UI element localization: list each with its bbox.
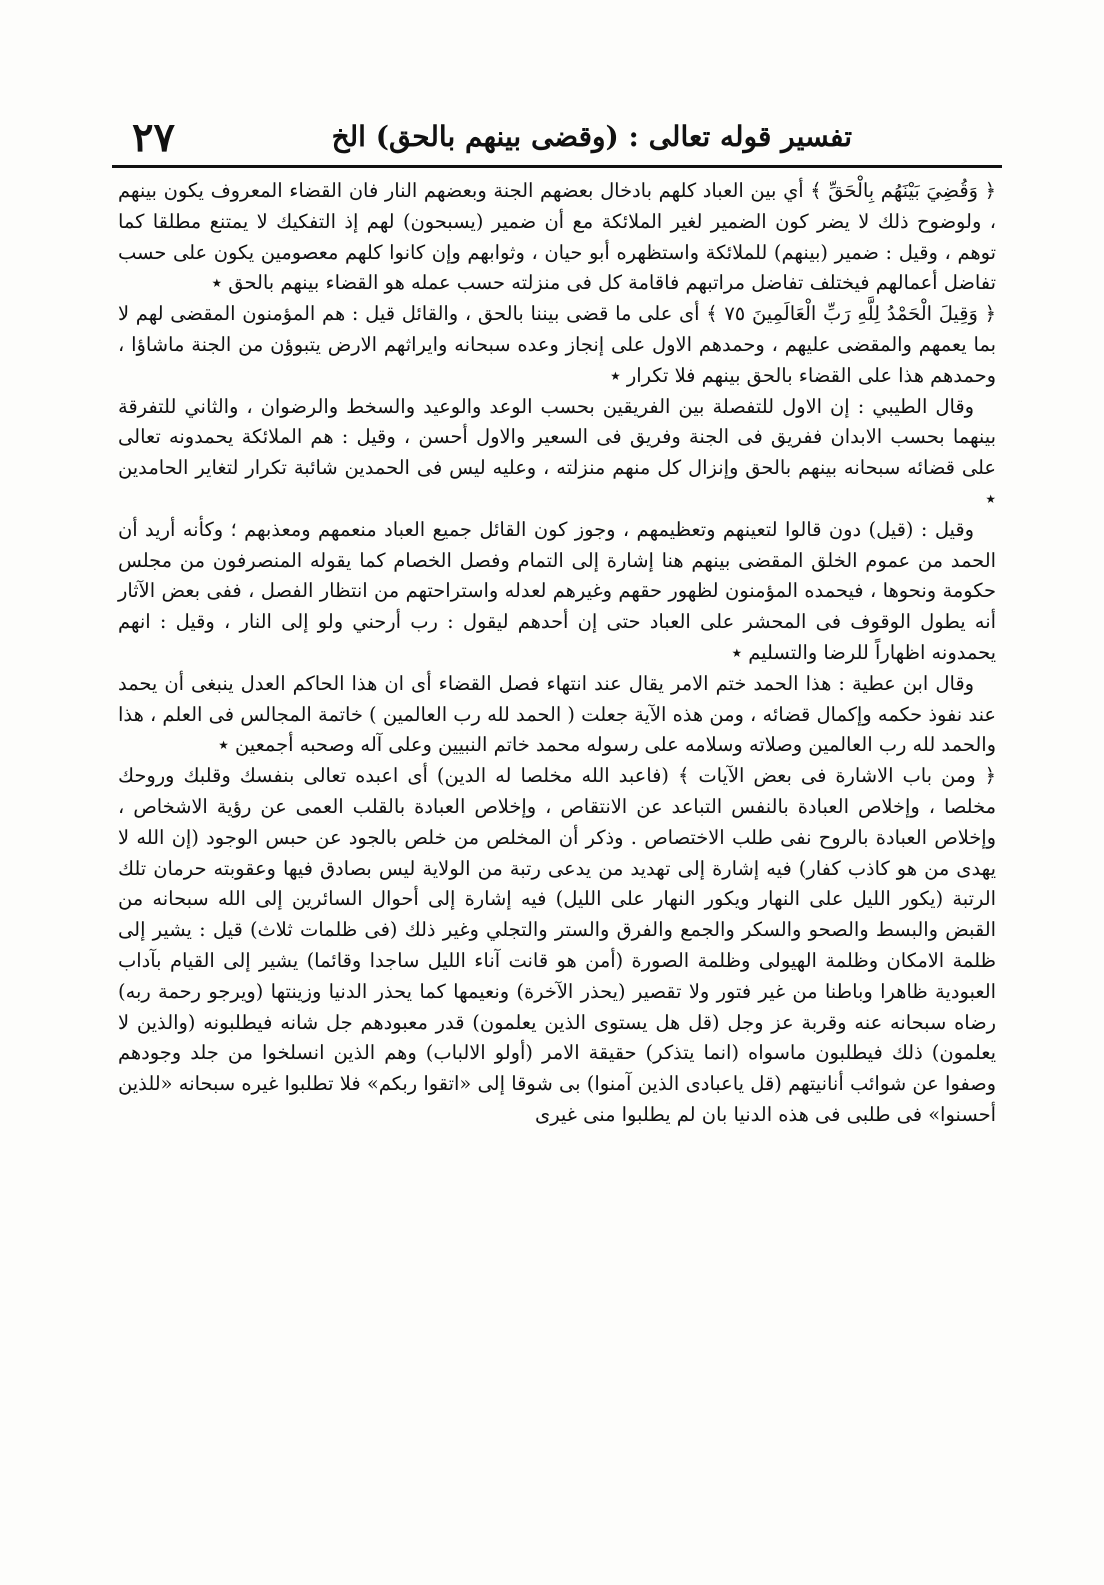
paragraph: ﴿ وَقِيلَ الْحَمْدُ لِلَّهِ رَبِّ الْعَالَمِينَ ٧٥ ﴾ أى على ما قضى بيننا بالحق ، والقائل قيل : هم المؤمنون المقضى لهم لا بما يعمهم والمقضى عليهم ، وحمدهم الاول على إنجاز وعده سبحانه وايراثهم الارض يتبوؤن من الجنة ماشاؤا ، وحمدهم هذا على القضاء بالحق بينهم فلا تكرار ٭	[118, 302, 996, 387]
header-rule	[112, 165, 1002, 168]
paragraph: وقال الطيبي : إن الاول للتفصلة بين الفريقين بحسب الوعد والوعيد والسخط والرضوان ، والثاني للتفرقة بينهما بحسب الابدان ففريق فى الجنة وفريق فى السعير والاول أحسن ، وقيل : هم الملائكة يحمدونه تعالى على قضائه سبحانه بينهم بالحق وإنزال كل منهم منزلته ، وعليه ليس فى الحمدين شائبة تكرار لتغاير الحامدين ٭	[118, 394, 996, 510]
paragraph: ﴿ وَقُضِيَ بَيْنَهُم بِالْحَقِّ ﴾ أي بين العباد كلهم بادخال بعضهم الجنة وبعضهم النار فان القضاء المعروف يكون بينهم ، ولوضوح ذلك لا يضر كون الضمير لغير الملائكة مع أن ضمير (يسبحون) لهم إذ التفكيك لا يمتنع مطلقا كما توهم ، وقيل : ضمير (بينهم) للملائكة واستظهره أبو حيان ، وثوابهم وإن كانوا كلهم معصومين يكون على حسب تفاضل أعمالهم فيختلف تفاضل مراتبهم فاقامة كل فى منزلته حسب عمله هو القضاء بينهم بالحق ٭	[118, 179, 996, 295]
paragraph: ﴿ ومن باب الاشارة فى بعض الآيات ﴾ (فاعبد الله مخلصا له الدين) أى اعبده تعالى بنفسك وقلبك وروحك مخلصا ، وإخلاص العبادة بالنفس التباعد عن الانتقاص ، وإخلاص العبادة بالقلب العمى عن رؤية الاشخاص ، وإخلاص العبادة بالروح نفى طلب الاختصاص . وذكر أن المخلص من خلص بالجود عن حبس الوجود (إن الله لا يهدى من هو كاذب كفار) فيه إشارة إلى تهديد من يدعى رتبة من الولاية ليس بصادق فيها وعقوبته حرمان تلك الرتبة (يكور الليل على النهار ويكور النهار على الليل) فيه إشارة إلى أحوال السائرين إلى الله سبحانه من القبض والبسط والصحو والسكر والجمع والفرق والستر والتجلي وغير ذلك (فى ظلمات ثلاث) قيل : يشير إلى ظلمة الامكان وظلمة الهيولى وظلمة الصورة (أمن هو قانت آناء الليل ساجدا وقائما) يشير إلى القيام بآداب العبودية ظاهرا وباطنا من غير فتور ولا تقصير (يحذر الآخرة) ونعيمها كما يحذر الدنيا وزينتها (ويرجو رحمة ربه) رضاه سبحانه عنه وقربة عز وجل (قل هل يستوى الذين يعلمون) قدر معبودهم جل شانه فيطلبونه (والذين لا يعلمون) ذلك فيطلبون ماسواه (انما يتذكر) حقيقة الامر (أولو الالباب) وهم الذين انسلخوا من جلد وجودهم وصفوا عن شوائب أنانيتهم (قل ياعبادى الذين آمنوا) بى شوقا إلى «اتقوا ربكم» فلا تطلبوا غيره سبحانه «للذين أحسنوا» فى طلبى فى هذه الدنيا بان لم يطلبوا منى غيرى	[118, 764, 996, 1126]
main-text	[118, 176, 996, 1131]
page-number: ٢٧	[132, 114, 175, 161]
page-header	[112, 108, 1002, 166]
paragraph: وقيل : (قيل) دون قالوا لتعينهم وتعظيمهم ، وجوز كون القائل جميع العباد منعمهم ومعذبهم ؛ وكأنه أريد أن الحمد من عموم الخلق المقضى بينهم هنا إشارة إلى التمام وفصل الخصام كما يقوله المنصرفون من مجلس حكومة ونحوها ، فيحمده المؤمنون لظهور حقهم وغيرهم لعدله واستراحتهم من انتظار الفصل ، ففى بعض الآثار أنه يطول الوقوف فى المحشر على العباد حتى إن أحدهم ليقول : رب أرحني ولو إلى النار ، وقيل : انهم يحمدونه اظهاراً للرضا والتسليم ٭	[118, 517, 996, 664]
paragraph: وقال ابن عطية : هذا الحمد ختم الامر يقال عند انتهاء فصل القضاء أى ان هذا الحاكم العدل ينبغى أن يحمد عند نفوذ حكمه وإكمال قضائه ، ومن هذه الآية جعلت ( الحمد لله رب العالمين ) خاتمة المجالس فى العلم ، هذا والحمد لله رب العالمين وصلاته وسلامه على رسوله محمد خاتم النبيين وعلى آله وصحبه أجمعين ٭	[118, 671, 996, 757]
running-title: تفسير قوله تعالى : (وقضى بينهم بالحق) الخ	[331, 120, 852, 153]
